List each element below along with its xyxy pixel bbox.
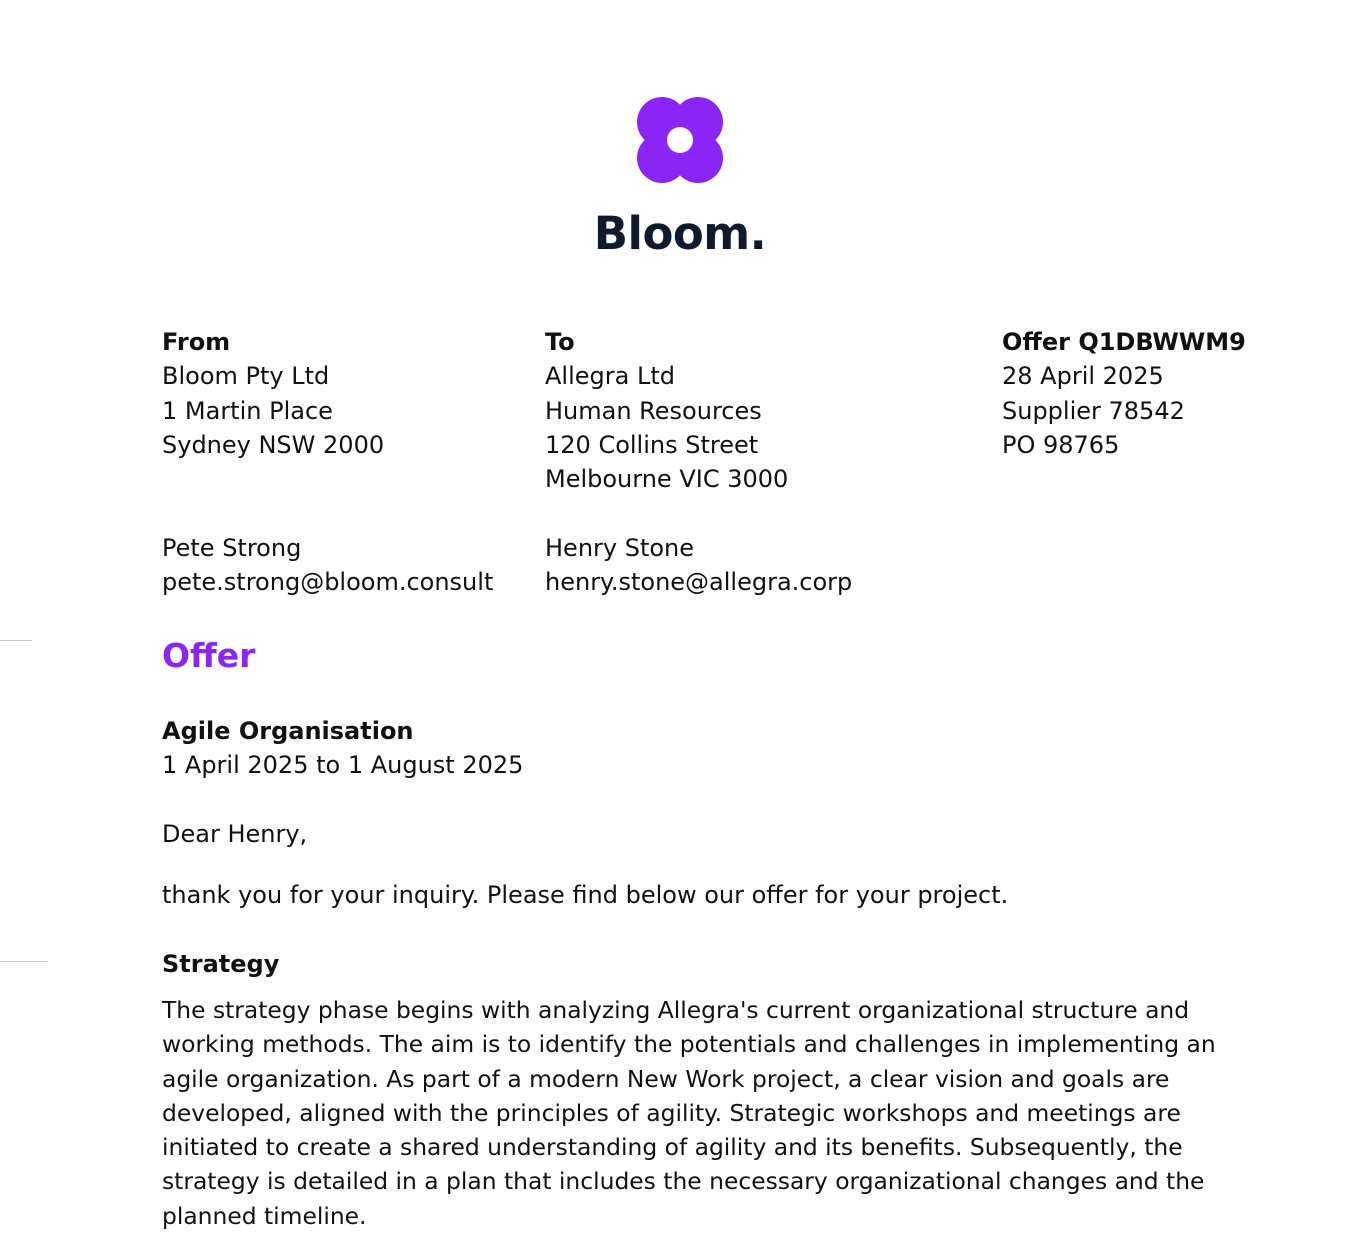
strategy-heading: Strategy <box>162 950 280 978</box>
to-heading: To <box>545 328 575 356</box>
recipient-block <box>545 325 852 599</box>
po-number: PO 98765 <box>1002 430 1120 459</box>
strategy-paragraph: The strategy phase begins with analyzing Allegra's current organizational structure and working methods. The aim is to identify the potentials and challenges in implementing an agile organization. As part of a modern New Work project, a clear vision and goals are developed, aligned with the principles of agility. Strategic workshops and meetings are initiated to create a shared understanding of agility and its benefits. Subsequently, the strategy is detailed in a plan that includes the necessary organizational changes and the planned timeline. <box>162 996 1216 1230</box>
supplier-number: Supplier 78542 <box>1002 396 1185 425</box>
brand-name: Bloom. <box>593 207 767 260</box>
sender-contact-name: Pete Strong <box>162 533 302 562</box>
from-heading: From <box>162 328 231 356</box>
margin-marker <box>0 961 48 962</box>
recipient-company: Allegra Ltd <box>545 362 675 391</box>
recipient-contact-name: Henry Stone <box>545 533 695 562</box>
intro-text: thank you for your inquiry. Please find below our offer for your project. <box>162 881 1009 909</box>
sender-contact-email: pete.strong@bloom.consult <box>162 568 494 597</box>
margin-marker <box>0 640 32 641</box>
sender-street: 1 Martin Place <box>162 396 333 425</box>
bloom-flower-logo-icon <box>636 96 724 184</box>
recipient-street: 120 Collins Street <box>545 430 759 459</box>
sender-city: Sydney NSW 2000 <box>162 430 385 459</box>
salutation: Dear Henry, <box>162 820 308 848</box>
recipient-city: Melbourne VIC 3000 <box>545 465 789 494</box>
project-block <box>162 714 523 783</box>
sender-company: Bloom Pty Ltd <box>162 362 330 391</box>
offer-meta-block <box>1002 325 1246 462</box>
offer-date: 28 April 2025 <box>1002 362 1164 391</box>
section-title: Offer <box>162 636 256 675</box>
recipient-department: Human Resources <box>545 396 762 425</box>
sender-block <box>162 325 493 599</box>
offer-number: Offer Q1DBWWM9 <box>1002 328 1246 356</box>
project-period: 1 April 2025 to 1 August 2025 <box>162 751 524 780</box>
recipient-contact-email: henry.stone@allegra.corp <box>545 568 853 597</box>
project-name: Agile Organisation <box>162 717 414 745</box>
